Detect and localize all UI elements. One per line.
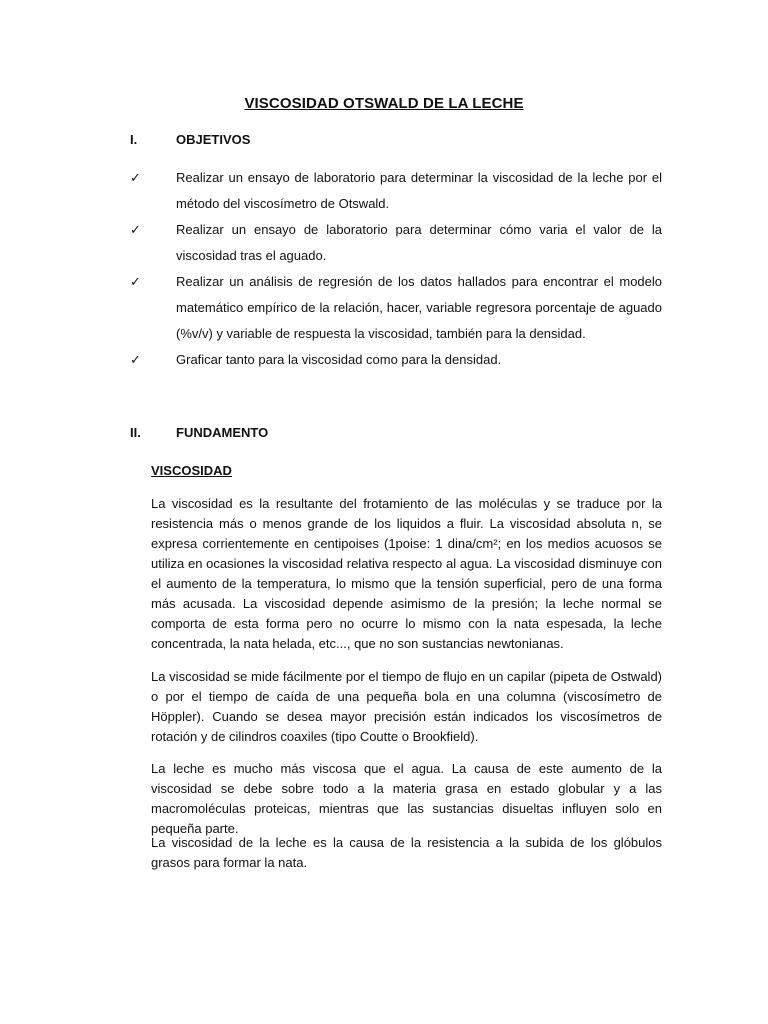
subheading-viscosidad: VISCOSIDAD — [151, 463, 232, 478]
objective-item: Realizar un análisis de regresión de los datos hallados para encontrar el modelo matemático empírico de la relación, hacer, variable regresora porcentaje de aguado (%v/v) y variable de respuesta la viscosidad, también para la densidad. — [176, 274, 662, 341]
objective-item: Realizar un ensayo de laboratorio para determinar cómo varia el valor de la viscosidad tras el aguado. — [176, 222, 662, 263]
body-paragraph: La viscosidad de la leche es la causa de la resistencia a la subida de los glóbulos grasos para formar la nata. — [151, 835, 662, 870]
check-mark-icon: ✓ — [130, 170, 141, 185]
body-paragraph: La viscosidad es la resultante del frotamiento de las moléculas y se traduce por la resistencia más o menos grande de los liquidos a fluir. La viscosidad absoluta n, se expresa corrientemente en centipoises (1poise: 1 dina/cm²; en los medios acuosos se utiliza en ocasiones la viscosidad relativa respecto al agua. La viscosidad disminuye con el aumento de la temperatura, lo mismo que la tensión superficial, pero de una forma más acusada. La viscosidad depende asimismo de la presión; la leche normal se comporta de esta forma pero no ocurre lo mismo con la nata espesada, la leche concentrada, la nata helada, etc..., que no son sustancias newtonianas. — [151, 496, 662, 651]
section-heading-fundamento: FUNDAMENTO — [176, 425, 269, 440]
check-mark-icon: ✓ — [130, 274, 141, 289]
check-mark-icon: ✓ — [130, 352, 141, 367]
document-title: VISCOSIDAD OTSWALD DE LA LECHE — [244, 95, 524, 112]
section-number-1: I. — [130, 132, 138, 147]
section-heading-objetivos: OBJETIVOS — [176, 132, 251, 147]
section-number-2: II. — [130, 425, 141, 440]
objective-item: Realizar un ensayo de laboratorio para determinar la viscosidad de la leche por el método del viscosímetro de Otswald. — [176, 170, 662, 211]
body-paragraph: La viscosidad se mide fácilmente por el tiempo de flujo en un capilar (pipeta de Ostwald) o por el tiempo de caída de una pequeña bola en una columna (viscosímetro de Höppler). Cuando se desea mayor precisión están indicados los viscosímetros de rotación y de cilindros coaxiles (tipo Coutte o Brookfield). — [151, 669, 662, 744]
check-mark-icon: ✓ — [130, 222, 141, 237]
objective-item: Graficar tanto para la viscosidad como para la densidad. — [176, 352, 502, 367]
body-paragraph: La leche es mucho más viscosa que el agua. La causa de este aumento de la viscosidad se debe sobre todo a la materia grasa en estado globular y a las macromoléculas proteicas, mientras que las sustancias disueltas influyen solo en pequeña parte. — [151, 761, 662, 836]
